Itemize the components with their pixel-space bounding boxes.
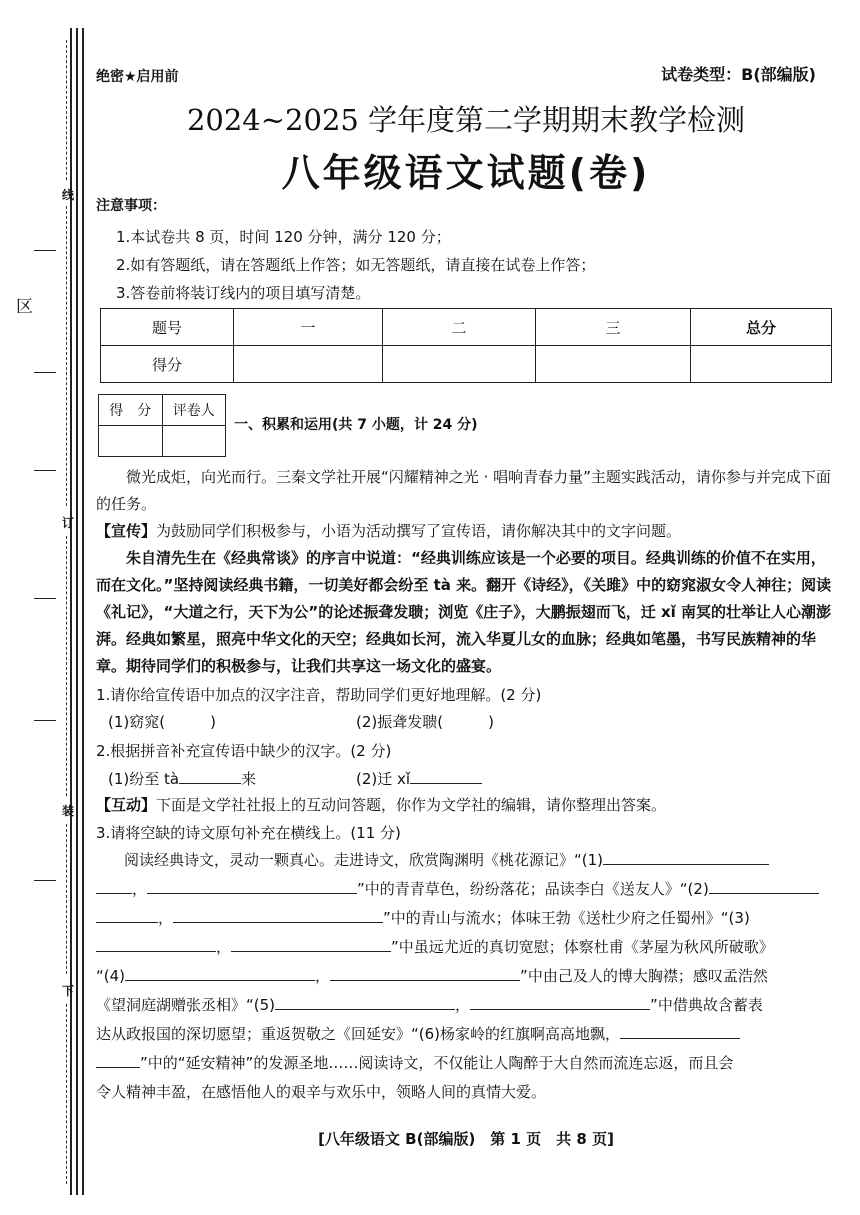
q1-item-b: (2)振聋发聩( ) <box>356 713 494 731</box>
q3-text: ”中的青青草色，纷纷落花；品读李白《送友人》“(2) <box>357 880 709 898</box>
q2-a-post: 来 <box>241 770 257 788</box>
q1-item-a: (1)窈窕( ) <box>108 713 216 731</box>
binding-line <box>82 28 84 1195</box>
table-cell: 得分 <box>101 346 234 383</box>
grader-score-cell[interactable] <box>99 426 163 457</box>
binding-field-line <box>34 598 56 599</box>
binding-label-ding: 订 <box>62 516 75 530</box>
grader-reviewer-cell[interactable] <box>162 426 226 457</box>
task-line <box>96 518 832 545</box>
answer-blank[interactable] <box>173 908 383 923</box>
question-2: 2.根据拼音补充宣传语中缺少的汉字。(2 分) <box>96 742 392 760</box>
note-item: 1.本试卷共 8 页，时间 120 分钟，满分 120 分； <box>116 228 451 246</box>
task-line <box>96 792 832 819</box>
binding-dash <box>66 40 67 180</box>
grader-score-label: 得 分 <box>99 395 163 426</box>
q2-item-a <box>108 768 256 789</box>
exam-title: 2024~2025 学年度第二学期期末教学检测 <box>186 103 746 137</box>
q3-text: 阅读经典诗文，灵动一颗真心。走进诗文，欣赏陶渊明《桃花源记》“(1) <box>124 851 604 869</box>
section-title: 一、积累和运用(共 7 小题，计 24 分) <box>234 417 478 433</box>
table-cell: 二 <box>383 309 536 346</box>
q3-text: ”中虽远尤近的真切宽慰；体察杜甫《茅屋为秋风所破歌》 <box>391 938 774 956</box>
paper-type: 试卷类型：B(部编版) <box>661 65 816 84</box>
q2-a-pre: (1)纷至 tà <box>108 770 180 788</box>
score-input-cell[interactable] <box>383 346 536 383</box>
task-text: 下面是文学社社报上的互动问答题，你作为文学社的编辑，请你整理出答案。 <box>156 796 667 814</box>
answer-blank[interactable] <box>96 879 132 894</box>
table-cell: 三 <box>536 309 691 346</box>
q3-line <box>124 849 769 870</box>
secret-label: 绝密★启用前 <box>96 69 179 85</box>
q3-line: “(4) ， ”中由己及人的博大胸襟；感叹孟浩然 <box>96 967 768 985</box>
q3-line: 令人精神丰盈，在感悟他人的艰辛与欢乐中，领略人间的真情大爱。 <box>96 1083 547 1101</box>
table-cell: 总分 <box>691 309 832 346</box>
answer-blank[interactable] <box>147 879 357 894</box>
q3-line: ， ”中的青山与流水；体味王勃《送杜少府之任蜀州》“(3) <box>96 907 750 928</box>
binding-dash <box>66 206 67 506</box>
binding-line <box>70 28 72 1195</box>
answer-blank[interactable] <box>275 995 455 1010</box>
q2-b-label: (2)迁 xǐ <box>356 770 411 788</box>
binding-field-line <box>34 470 56 471</box>
notes-heading: 注意事项： <box>96 198 166 214</box>
table-row <box>101 346 832 383</box>
table-cell: 题号 <box>101 309 234 346</box>
exam-page <box>96 0 836 1215</box>
note-item: 2.如有答题纸，请在答题纸上作答；如无答题纸，请直接在试卷上作答； <box>116 256 596 274</box>
answer-blank[interactable] <box>96 937 216 952</box>
q3-line <box>96 1023 740 1044</box>
score-input-cell[interactable] <box>234 346 383 383</box>
binding-label-xian: 线 <box>62 188 75 202</box>
binding-dash <box>66 536 67 796</box>
question-1: 1.请你给宣传语中加点的汉字注音，帮助同学们更好地理解。(2 分) <box>96 686 542 704</box>
binding-dash <box>66 824 67 974</box>
table-cell: 一 <box>234 309 383 346</box>
answer-blank[interactable] <box>231 937 391 952</box>
answer-blank[interactable] <box>603 850 769 865</box>
binding-label-xia: 下 <box>62 984 75 998</box>
answer-blank[interactable] <box>470 995 650 1010</box>
binding-field-line <box>34 720 56 721</box>
answer-blank[interactable] <box>179 769 241 784</box>
binding-margin <box>0 0 90 1215</box>
q3-text: 《望洞庭湖赠张丞相》“(5) <box>96 996 276 1014</box>
answer-blank[interactable] <box>96 1053 140 1068</box>
answer-blank[interactable] <box>410 769 482 784</box>
binding-field-line <box>34 880 56 881</box>
task-tag: 【宣传】 <box>96 522 157 540</box>
q3-text: ”中由己及人的博大胸襟；感叹孟浩然 <box>520 967 768 985</box>
answer-blank[interactable] <box>330 966 520 981</box>
q3-line <box>96 1052 733 1073</box>
score-table <box>100 308 832 383</box>
binding-line <box>76 28 78 1195</box>
page-footer: [八年级语文 B(部编版) 第 1 页 共 8 页] <box>318 1130 614 1148</box>
passage-paragraph: 朱自清先生在《经典常谈》的序言中说道：“经典训练应该是一个必要的项目。经典训练的价值不在实用，而在文化。”坚持阅读经典书籍，一切美好都会纷至 tà 来。翻开《诗经》，《关雎》中的窈窕淑女令人神往；阅读《礼记》，“大道之行，天下为公”的论述振聋发聩；浏览《庄子》，大鹏振翅而飞，迁 xǐ 南冥的壮举让人心潮澎湃。经典如繁星，照亮中华文化的天空；经典如长河，流入华夏儿女的血脉；经典如笔墨，书写民族精神的华章。期待同学们的积极参与，让我们共享这一场文化的盛宴。 <box>96 549 832 675</box>
q3-text: 达从政报国的深切愿望；重返贺敬之《回延安》“(6)杨家岭的红旗啊高高地飘， <box>96 1025 621 1043</box>
table-row <box>101 309 832 346</box>
q3-line: 《望洞庭湖赠张丞相》“(5) ， ”中借典故含蓄表 <box>96 996 763 1014</box>
exam-subtitle: 八年级语文试题(卷) <box>281 151 651 195</box>
binding-label-zhuang: 装 <box>62 804 75 818</box>
answer-blank[interactable] <box>125 966 315 981</box>
q3-text: “(4) <box>96 967 126 985</box>
grader-reviewer-label: 评卷人 <box>162 395 226 426</box>
binding-field-line <box>34 250 56 251</box>
grader-box <box>98 394 226 457</box>
q3-line: ， ”中的青青草色，纷纷落花；品读李白《送友人》“(2) <box>96 878 819 899</box>
binding-field-line <box>34 372 56 373</box>
question-3: 3.请将空缺的诗文原句补充在横线上。(11 分) <box>96 824 401 842</box>
binding-dash <box>66 1004 67 1184</box>
score-input-cell[interactable] <box>536 346 691 383</box>
intro-paragraph: 微光成炬，向光而行。三秦文学社开展“闪耀精神之光 · 唱响青春力量”主题实践活动，请你参与并完成下面的任务。 <box>96 468 831 513</box>
q3-text: ”中的青山与流水；体味王勃《送杜少府之任蜀州》“(3) <box>383 909 750 927</box>
binding-field-region: 区 <box>16 297 33 317</box>
answer-blank[interactable] <box>709 879 819 894</box>
q3-line: ， ”中虽远尤近的真切宽慰；体察杜甫《茅屋为秋风所破歌》 <box>96 936 774 957</box>
score-input-cell[interactable] <box>691 346 832 383</box>
q2-item-b <box>356 768 482 789</box>
answer-blank[interactable] <box>620 1024 740 1039</box>
q3-text: ”中借典故含蓄表 <box>650 996 763 1014</box>
note-item: 3.答卷前将装订线内的项目填写清楚。 <box>116 284 371 302</box>
q3-text: ”中的“延安精神”的发源圣地……阅读诗文，不仅能让人陶醉于大自然而流连忘返，而且会 <box>140 1054 734 1072</box>
task-tag: 【互动】 <box>96 796 157 814</box>
task-text: 为鼓励同学们积极参与，小语为活动撰写了宣传语，请你解决其中的文字问题。 <box>156 522 682 540</box>
answer-blank[interactable] <box>96 908 158 923</box>
